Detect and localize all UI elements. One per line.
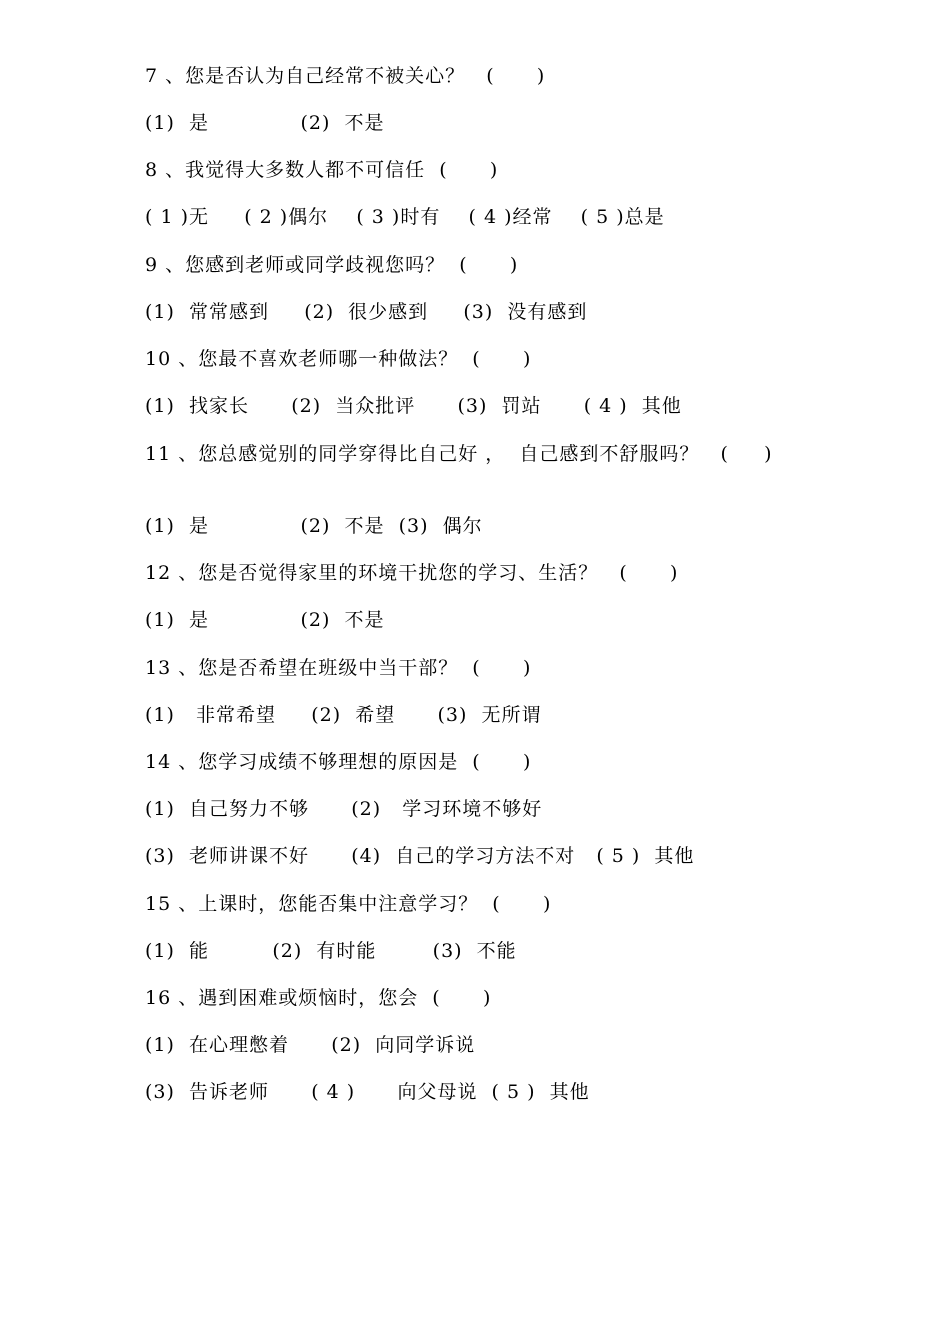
options-10: (1) 找家长 (2) 当众批评 (3) 罚站 ( 4 ) 其他 <box>145 395 682 417</box>
question-7: 7 、您是否认为自己经常不被关心？ ( ) <box>145 65 546 87</box>
options-9: (1) 常常感到 (2) 很少感到 (3) 没有感到 <box>145 301 588 323</box>
question-9: 9 、您感到老师或同学歧视您吗？ ( ) <box>145 254 519 276</box>
question-14: 14 、您学习成绩不够理想的原因是 ( ) <box>145 751 532 773</box>
question-16: 16 、遇到困难或烦恼时，您会 ( ) <box>145 987 492 1009</box>
options-13: (1) 非常希望 (2) 希望 (3) 无所谓 <box>145 704 542 726</box>
options-7: (1) 是 (2) 不是 <box>145 112 385 134</box>
options-16-b: (3) 告诉老师 ( 4 ) 向父母说 ( 5 ) 其他 <box>145 1081 590 1103</box>
question-8: 8 、我觉得大多数人都不可信任 ( ) <box>145 159 499 181</box>
question-15: 15 、上课时，您能否集中注意学习？ ( ) <box>145 893 552 915</box>
options-16-a: (1) 在心理憋着 (2) 向同学诉说 <box>145 1034 476 1056</box>
options-14-a: (1) 自己努力不够 (2) 学习环境不够好 <box>145 798 543 820</box>
question-13: 13 、您是否希望在班级中当干部？ ( ) <box>145 657 532 679</box>
options-14-b: (3) 老师讲课不好 (4) 自己的学习方法不对 ( 5 ) 其他 <box>145 845 695 867</box>
options-12: (1) 是 (2) 不是 <box>145 609 385 631</box>
options-11: (1) 是 (2) 不是 (3) 偶尔 <box>145 515 483 537</box>
options-15: (1) 能 (2) 有时能 (3) 不能 <box>145 940 517 962</box>
question-11: 11 、您总感觉别的同学穿得比自己好 ， 自己感到不舒服吗？ ( ) <box>145 443 773 465</box>
question-10: 10 、您最不喜欢老师哪一种做法？ ( ) <box>145 348 532 370</box>
options-8: ( 1 )无 ( 2 )偶尔 ( 3 )时有 ( 4 )经常 ( 5 )总是 <box>145 206 665 228</box>
question-12: 12 、您是否觉得家里的环境干扰您的学习、生活？ ( ) <box>145 562 679 584</box>
